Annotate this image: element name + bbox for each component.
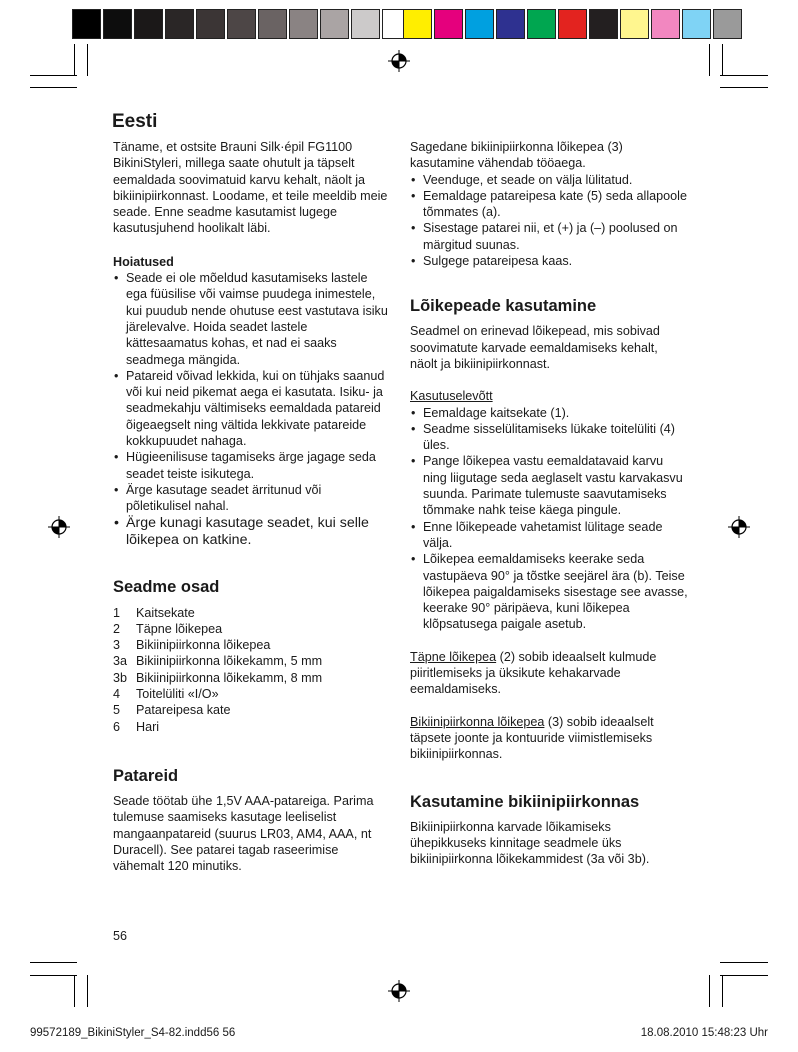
list-item [113,702,388,718]
parts-list [113,605,388,735]
color-swatch [527,9,556,39]
color-swatch [558,9,587,39]
registration-mark-icon [388,980,410,1002]
list-item: • Eemaldage patareipesa kate (5) seda allapoole tõmmates (a). [410,188,688,221]
list-item: • Seadme sisselülitamiseks lükake toitelüliti (4) üles. [410,421,688,454]
color-swatch [620,9,649,39]
color-swatch [496,9,525,39]
bikini-paragraph [410,714,688,763]
crop-mark [720,87,768,88]
warnings-heading: Hoiatused [113,254,174,269]
list-item: • Ärge kasutage seadet ärritunud või põletikulisel nahal. [113,482,388,515]
registration-mark-icon [48,516,70,538]
color-swatch [434,9,463,39]
crop-mark [87,44,88,76]
list-item [113,621,388,637]
bikini-use-heading: Kasutamine bikiinipiirkonnas [410,792,640,811]
crop-mark [30,962,77,963]
start-heading: Kasutuselevõtt [410,389,493,404]
color-swatch [682,9,711,39]
batteries-text: Seade töötab ühe 1,5V AAA-patareiga. Parima tulemuse saamiseks kasutage leeliselist mangaanpatareid (suurus LR03, AM4, AAA, nt Duracell). See patarei tagab raseerimise vähemalt 120 minutiks. [113,793,374,874]
list-item: • Patareid võivad lekkida, kui on tühjaks saanud või kui neid pikemat aega ei kasutata. Isiku- ja seadmekahju vältimiseks eemaldada patareid õigeaegselt ning vältida lekkivate patareide kokkupuudet nahaga. [113,368,388,449]
battery-change-text: Sagedane bikiinipiirkonna lõikepea (3) kasutamine vähendab tööaega. [410,140,623,171]
precision-term: Täpne lõikepea [410,649,497,664]
part-number: 6 [113,719,121,734]
footer-file: 99572189_BikiniStyler_S4-82.indd56 56 [30,1027,236,1039]
color-swatch [589,9,618,39]
crop-mark [720,962,768,963]
list-item: • Ärge kunagi kasutage seadet, kui selle lõikepea on katkine. [113,515,388,549]
list-item [113,653,388,669]
crop-mark [720,75,768,76]
crop-mark [30,75,77,76]
list-item: • Lõikepea eemaldamiseks keerake seda vastupäeva 90° ja tõstke seejärel ära (b). Teise lõikepea paigaldamiseks sisestage see avasse, keerake 90° päripäeva, kuni lõikepea klõpsatusega paigale asetub. [410,551,688,632]
page-title: Eesti [112,111,158,132]
part-number: 5 [113,703,121,718]
color-swatch [351,9,380,39]
list-item [113,719,388,735]
color-swatch [403,9,432,39]
registration-mark-icon [388,50,410,72]
list-item [113,686,388,702]
list-item: • Veenduge, et seade on välja lülitatud. [410,172,688,188]
part-label: Bikiinipiirkonna lõikekamm, 5 mm [136,654,323,669]
right-column [410,139,688,867]
part-number: 1 [113,605,121,620]
color-swatch [289,9,318,39]
color-swatch [713,9,742,39]
list-item: • Sisestage patarei nii, et (+) ja (–) poolused on märgitud suunas. [410,220,688,253]
registration-mark-icon [728,516,750,538]
bikini-use-text: Bikiinipiirkonna karvade lõikamiseks ühepikkuseks kinnitage seadmele üks bikiinipiirkonna lõikekammidest (3a või 3b). [410,819,650,867]
heads-heading: Lõikepeade kasutamine [410,297,597,316]
crop-mark [74,975,75,1007]
precision-text: (2) sobib ideaalselt kulmude piiritlemiseks ja üksikute kehakarvade eemaldamiseks. [410,649,657,697]
part-label: Kaitsekate [136,605,195,620]
crop-mark [30,87,77,88]
part-number: 3b [113,670,128,685]
color-swatch [103,9,132,39]
color-swatch [258,9,287,39]
start-list [410,405,688,633]
list-item [113,605,388,621]
list-item: • Eemaldage kaitsekate (1). [410,405,688,421]
part-label: Patareipesa kate [136,703,231,718]
list-item [113,637,388,653]
crop-mark [720,975,768,976]
bikini-text: (3) sobib ideaalselt täpsete joonte ja kontuuride viimistlemiseks bikiinipiirkonnas. [410,714,654,762]
crop-mark [30,975,77,976]
list-item [113,670,388,686]
bikini-term: Bikiinipiirkonna lõikepea [410,714,545,729]
color-swatch [165,9,194,39]
crop-mark [709,44,710,76]
part-number: 2 [113,621,121,636]
warnings-list [113,270,388,548]
list-item: • Seade ei ole mõeldud kasutamiseks lastele ega füüsilise või vaimse puudega inimestele, kui puudub nende ohutuse eest vastutava isiku järelevalve. Hoida seadet lastele kättesaamatus kohas, et nad ei saaks seadmega mängida. [113,270,388,368]
precision-paragraph [410,649,688,698]
crop-mark [709,975,710,1007]
process-color-bar [403,9,744,39]
battery-change-list [410,172,688,270]
part-label: Bikiinipiirkonna lõikepea [136,638,271,653]
part-label: Bikiinipiirkonna lõikekamm, 8 mm [136,670,323,685]
crop-mark [87,975,88,1007]
part-number: 4 [113,687,121,702]
list-item: • Enne lõikepeade vahetamist lülitage seade välja. [410,519,688,552]
intro-text: Täname, et ostsite Brauni Silk·épil FG1100 BikiniStyleri, millega saate ohutult ja täpselt eemaldada soovimatuid karvu kehalt, näolt ja bikiinipiirkonnast. Loodame, et teile meeldib meie seade. Enne seadme kasutamist lugege kasutusjuhend hoolikalt läbi. [113,140,388,236]
footer-date: 18.08.2010 15:48:23 Uhr [640,1027,768,1039]
left-column [113,139,388,874]
part-number: 3a [113,654,128,669]
color-swatch [227,9,256,39]
color-swatch [134,9,163,39]
color-swatch [320,9,349,39]
color-swatch [651,9,680,39]
list-item: • Pange lõikepea vastu eemaldatavaid karvu ning liigutage seda aeglaselt vastu karvakasvu suunda. Parimate tulemuste saavutamiseks tõmmake nahk teise käega pingule. [410,453,688,518]
color-swatch [196,9,225,39]
part-number: 3 [113,638,121,653]
color-swatch [465,9,494,39]
crop-mark [722,975,723,1007]
part-label: Toitelüliti «I/O» [136,687,219,702]
part-label: Hari [136,719,160,734]
page-number: 56 [113,929,128,943]
crop-mark [722,44,723,76]
list-item: • Sulgege patareipesa kaas. [410,253,688,269]
gray-color-bar [72,9,413,39]
parts-heading: Seadme osad [113,577,220,596]
batteries-heading: Patareid [113,766,179,785]
list-item: • Hügieenilisuse tagamiseks ärge jagage seda seadet teiste isikutega. [113,449,388,482]
part-label: Täpne lõikepea [136,621,223,636]
crop-mark [74,44,75,76]
color-swatch [72,9,101,39]
heads-text: Seadmel on erinevad lõikepead, mis sobivad soovimatute karvade eemaldamiseks kehalt, näolt ja bikiinipiirkonnast. [410,324,660,371]
